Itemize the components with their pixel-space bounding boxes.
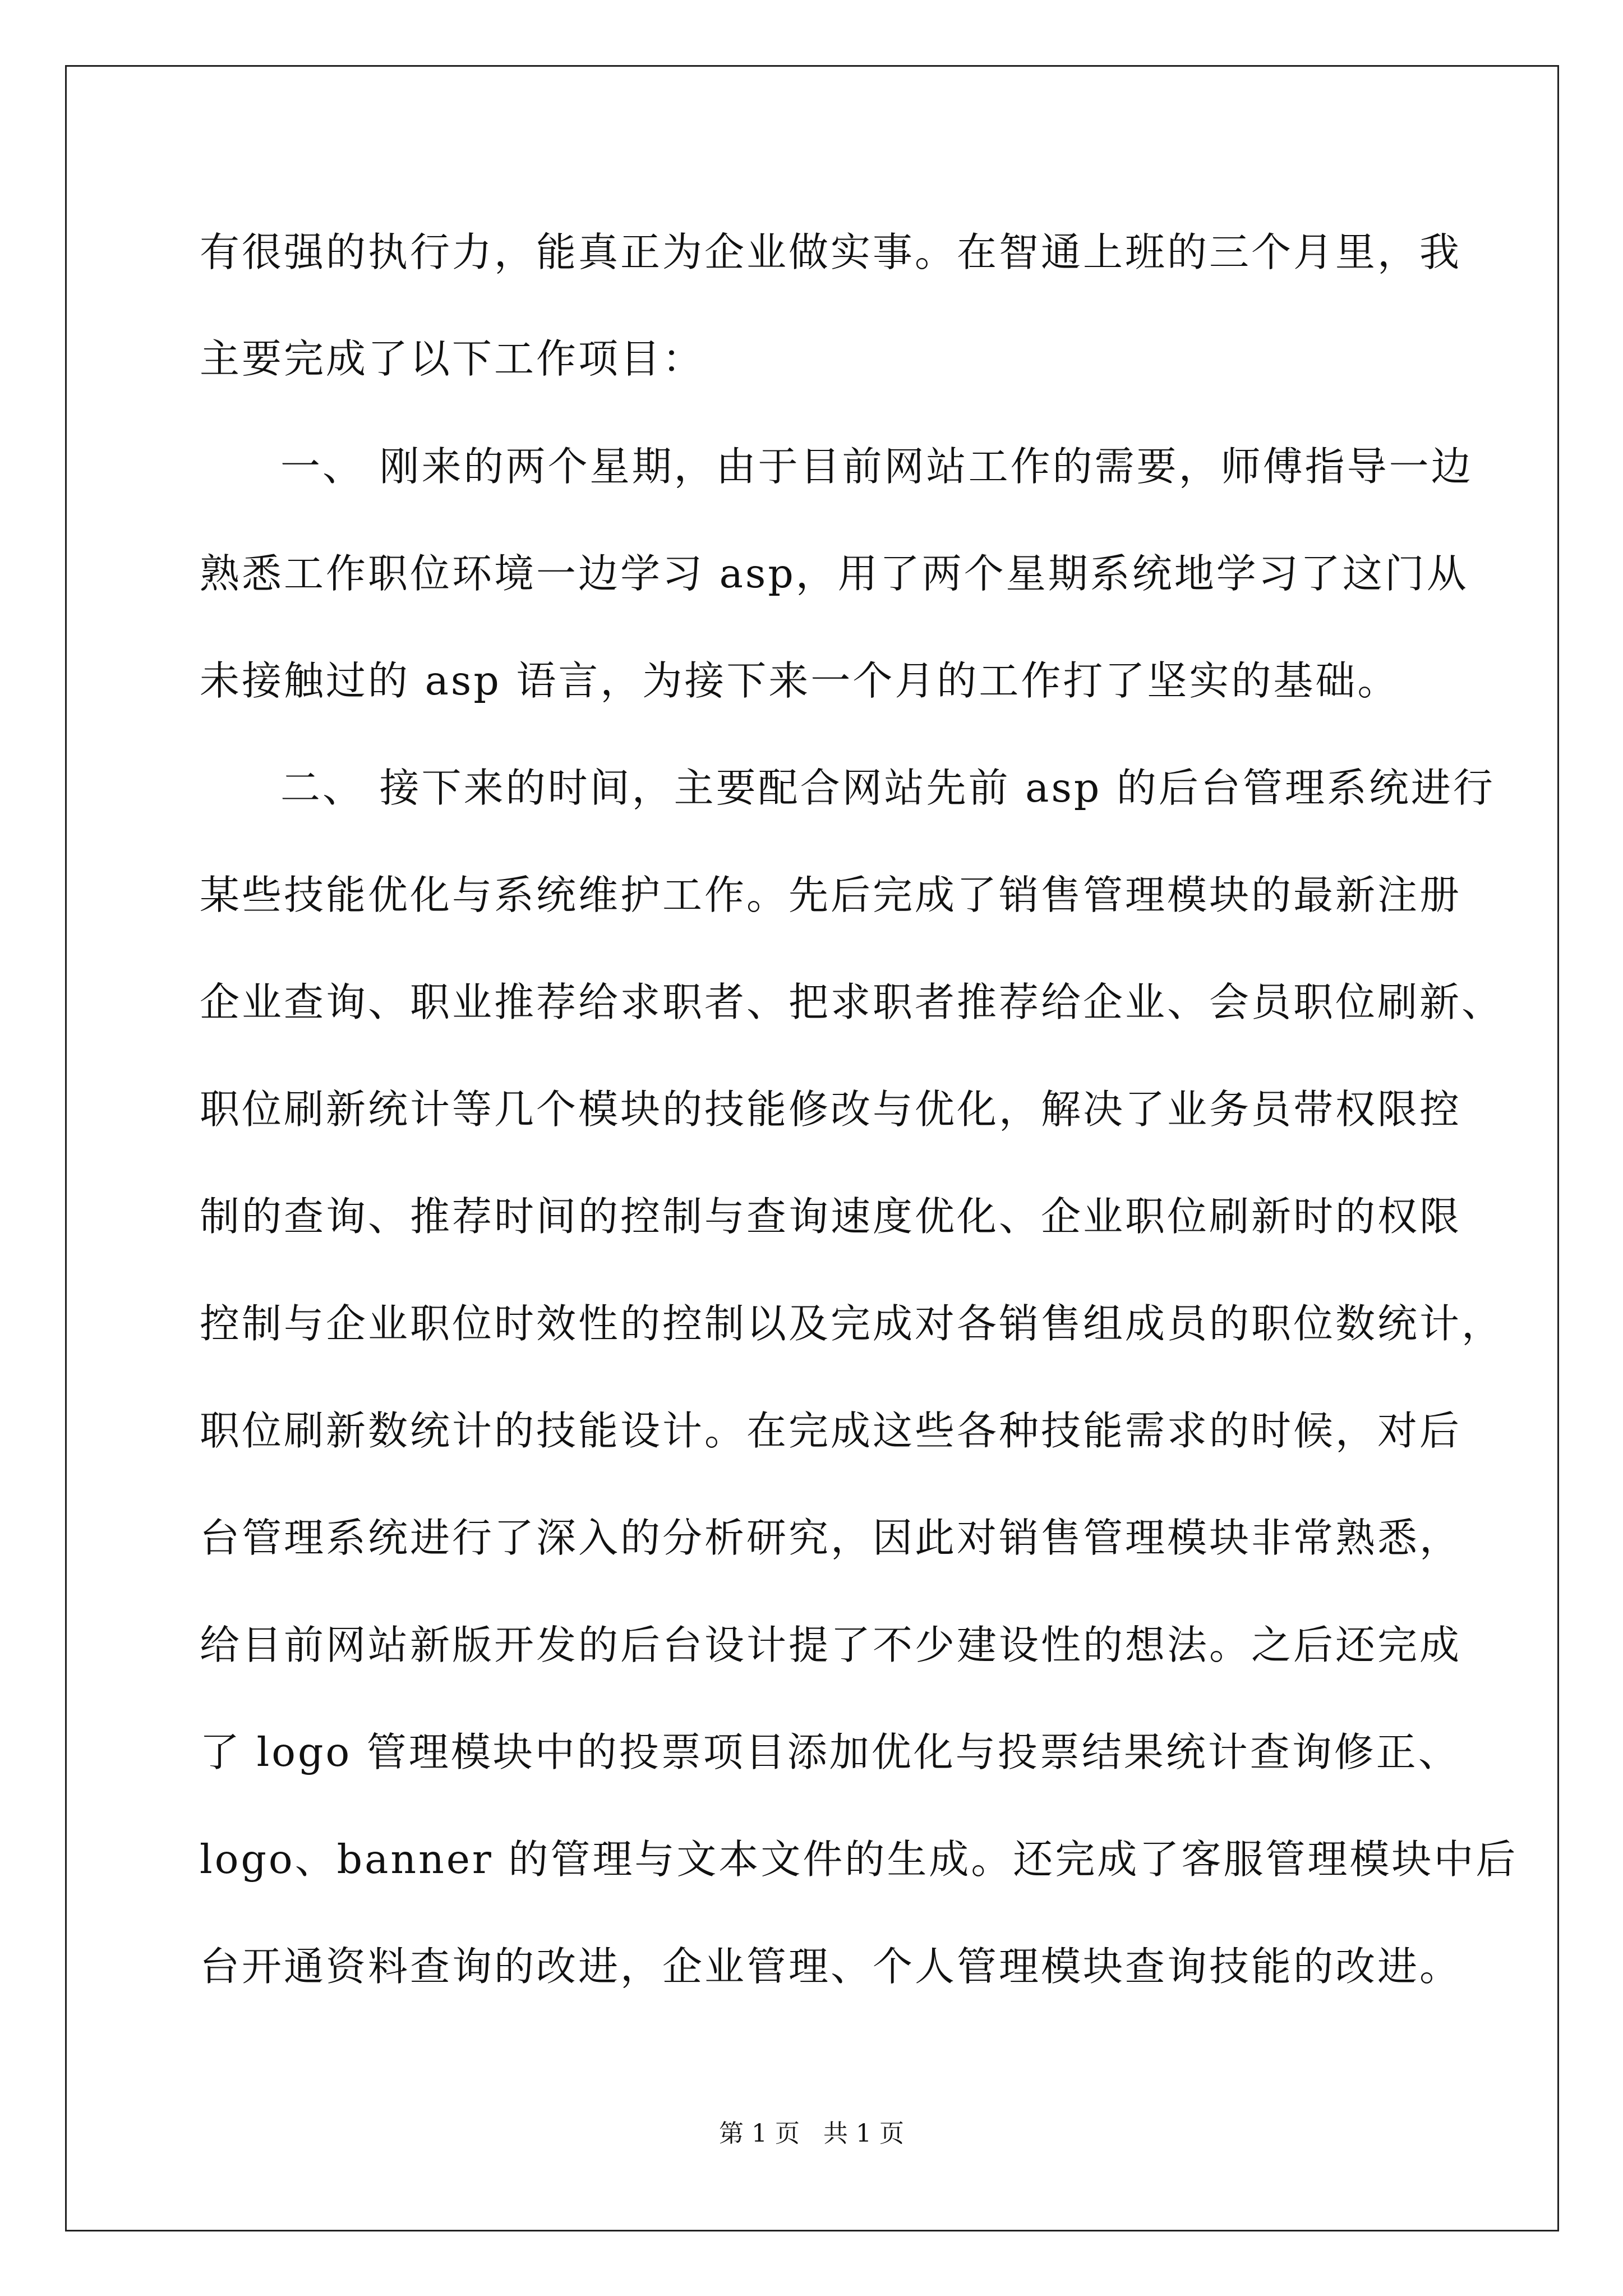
- body-line: 制的查询、推荐时间的控制与查询速度优化、企业职位刷新时的权限: [200, 1193, 1462, 1240]
- page-border: [65, 65, 1559, 2231]
- body-line: 了 logo 管理模块中的投票项目添加优化与投票结果统计查询修正、: [200, 1729, 1460, 1775]
- body-line: 未接触过的 asp 语言，为接下来一个月的工作打了坚实的基础。: [200, 657, 1400, 704]
- body-line: 职位刷新统计等几个模块的技能修改与优化，解决了业务员带权限控: [200, 1086, 1462, 1133]
- body-line: 一、 刚来的两个星期，由于目前网站工作的需要，师傅指导一边: [280, 443, 1473, 490]
- body-line: 某些技能优化与系统维护工作。先后完成了销售管理模块的最新注册: [200, 872, 1462, 918]
- body-line: 给目前网站新版开发的后台设计提了不少建设性的想法。之后还完成: [200, 1622, 1462, 1668]
- body-line: 熟悉工作职位环境一边学习 asp，用了两个星期系统地学习了这门从: [200, 550, 1469, 597]
- body-line: 台开通资料查询的改进，企业管理、个人管理模块查询技能的改进。: [200, 1943, 1462, 1990]
- body-line: logo、banner 的管理与文本文件的生成。还完成了客服管理模块中后: [200, 1836, 1518, 1883]
- body-line: 台管理系统进行了深入的分析研究，因此对销售管理模块非常熟悉，: [200, 1515, 1462, 1561]
- body-line: 企业查询、职业推荐给求职者、把求职者推荐给企业、会员职位刷新、: [200, 979, 1504, 1025]
- body-line: 职位刷新数统计的技能设计。在完成这些各种技能需求的时候，对后: [200, 1407, 1462, 1454]
- body-line: 有很强的执行力，能真正为企业做实事。在智通上班的三个月里，我: [200, 229, 1462, 275]
- body-line: 主要完成了以下工作项目：: [200, 335, 705, 382]
- body-line: 二、 接下来的时间，主要配合网站先前 asp 的后台管理系统进行: [280, 765, 1495, 811]
- page-footer: 第 1 页 共 1 页: [719, 2119, 904, 2148]
- body-line: 控制与企业职位时效性的控制以及完成对各销售组成员的职位数统计，: [200, 1300, 1504, 1347]
